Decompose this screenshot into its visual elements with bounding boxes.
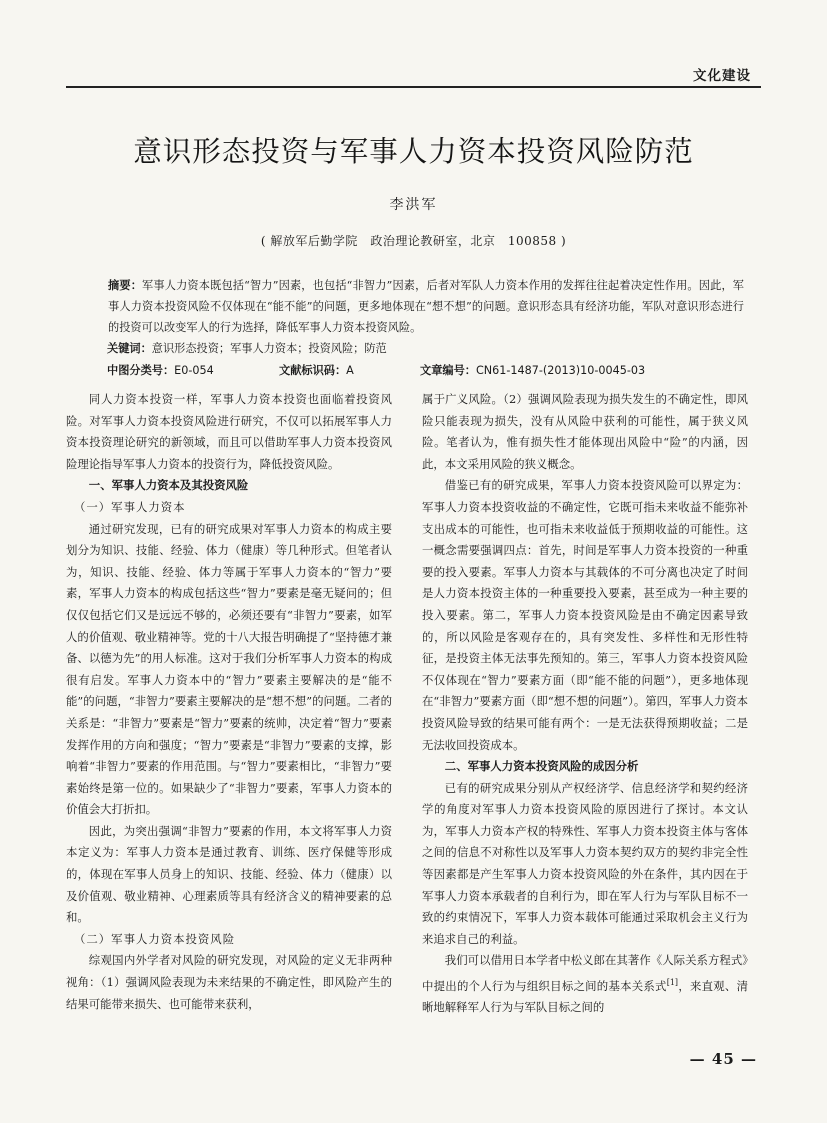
paragraph-text: 我们可以借用日本学者中松义郎在其著作《人际关系方程式》中提出的个人行为与组织目标之间的基本关系式 xyxy=(422,953,748,993)
doc-code-value: A xyxy=(346,364,354,377)
body-column-left xyxy=(66,389,392,1015)
keywords-text: 意识形态投资；军事人力资本；投资风险；防范 xyxy=(151,342,387,355)
paragraph: 综观国内外学者对风险的研究发现，对风险的定义无非两种视角：（1）强调风险表现为未来结果的不确定性，即风险产生的结果可能带来损失、也可能带来获利， xyxy=(66,953,392,1011)
clc-value: E0-054 xyxy=(174,364,214,377)
article-title: 意识形态投资与军事人力资本投资风险防范 xyxy=(133,135,694,168)
keywords-label: 关键词： xyxy=(107,342,152,355)
header-rule xyxy=(66,86,761,88)
author-name: 李洪军 xyxy=(389,197,438,213)
paragraph: 同人力资本投资一样，军事人力资本投资也面临着投资风险。对军事人力资本投资风险进行研究，不仅可以拓展军事人力资本投资理论研究的新领域，而且可以借助军事人力资本投资风险理论指导军事人力资本的投资行为，降低投资风险。 xyxy=(66,392,392,471)
abstract xyxy=(78,275,744,338)
abstract-text: 军事人力资本既包括“智力”因素，也包括“非智力”因素，后者对军队人力资本作用的发挥往往起着决定性作用。因此，军事人力资本投资风险不仅体现在“能不能”的问题，更多地体现在“想不想”的问题。意识形态具有经济功能，军队对意识形态进行的投资可以改变军人的行为选择，降低军事人力资本投资风险。 xyxy=(108,279,744,334)
paragraph xyxy=(422,950,748,1019)
section-label: 文化建设 xyxy=(693,68,751,84)
paragraph-text: ，来直观、清晰地解释军人行为与军队目标之间的 xyxy=(422,978,748,1015)
abstract-label: 摘要： xyxy=(108,279,143,292)
article-number-label: 文章编号： xyxy=(420,364,476,377)
subsection-heading: （一）军事人力资本 xyxy=(74,499,186,514)
citation-ref[interactable]: [1] xyxy=(666,978,679,988)
paragraph: 因此，为突出强调“非智力”要素的作用，本文将军事人力资本定义为：军事人力资本是通过教育、训练、医疗保健等形成的，体现在军事人员身上的知识、技能、经验、体力（健康）以及价值观、敬业精神、心理素质等具有经济含义的精神要素的总和。 xyxy=(66,823,392,925)
classification-line xyxy=(107,362,747,378)
article-number-value: CN61-1487-(2013)10-0045-03 xyxy=(475,364,646,377)
paragraph: 已有的研究成果分别从产权经济学、信息经济学和契约经济学的角度对军事人力资本投资风险的原因进行了探讨。本文认为，军事人力资本产权的特殊性、军事人力资本投资主体与客体之间的信息不对称性以及军事人力资本契约双方的契约非完全性等因素都是产生军事人力资本投资风险的外在条件，其内因在于军事人力资本承载者的自利行为，即在军人行为与军队目标不一致的约束情况下，军事人力资本载体可能通过采取机会主义行为来追求自己的利益。 xyxy=(422,780,748,946)
paragraph: 借鉴已有的研究成果，军事人力资本投资风险可以界定为：军事人力资本投资收益的不确定性，它既可指未来收益不能弥补支出成本的可能性，也可指未来收益低于预期收益的可能性。这一概念需要强调四点：首先，时间是军事人力资本投资的一种重要的投入要素。军事人力资本与其载体的不可分离也决定了时间是人力资本投资主体的一种重要投入要素，甚至成为一种主要的投入要素。第二，军事人力资本投资风险是由不确定因素导致的，所以风险是客观存在的，具有突发性、多样性和无形性特征，是投资主体无法事先预知的。第三，军事人力资本投资风险不仅体现在“智力”要素方面（即“能不能的问题”），更多地体现在“非智力”要素方面（即“想不想的问题”）。第四，军事人力资本投资风险导致的结果可能有两个：一是无法获得预期收益；二是无法收回投资成本。 xyxy=(422,478,748,752)
paragraph: 通过研究发现，已有的研究成果对军事人力资本的构成主要划分为知识、技能、经验、体力（健康）等几种形式。但笔者认为，知识、技能、经验、体力等属于军事人力资本的“智力”要素，军事人力资本的构成包括这些“智力”要素是毫无疑问的；但仅仅包括它们又是远远不够的，必须还要有“非智力”要素，如军人的价值观、敬业精神等。党的十八大报告明确提了“坚持德才兼备、以德为先”的用人标准。这对于我们分析军事人力资本的构成很有启发。军事人力资本中的“智力”要素主要解决的是“能不能”的问题，“非智力”要素主要解决的是“想不想”的问题。二者的关系是：“非智力”要素是“智力”要素的统帅，决定着“智力”要素发挥作用的方向和强度；“智力”要素是“非智力”要素的支撑，影响着“非智力”要素的作用范围。与“智力”要素相比，“非智力”要素始终是第一位的。如果缺少了“非智力”要素，军事人力资本的价值会大打折扣。 xyxy=(66,521,392,817)
subsection-heading: （二）军事人力资本投资风险 xyxy=(74,931,236,946)
section-heading: 二、军事人力资本投资风险的成因分析 xyxy=(444,759,639,774)
page-number: — 45 — xyxy=(689,1050,757,1068)
author-affiliation: ( 解放军后勤学院 政治理论教研室，北京 100858 ) xyxy=(260,234,567,248)
body-column-right xyxy=(422,389,748,1019)
keywords xyxy=(107,340,387,356)
paragraph: 属于广义风险。（2）强调风险表现为损失发生的不确定性，即风险只能表现为损失，没有从风险中获利的可能性，属于狭义风险。笔者认为，惟有损失性才能体现出风险中“险”的内涵，因此，本文采用风险的狭义概念。 xyxy=(422,392,748,471)
doc-code-label: 文献标识码： xyxy=(279,364,347,377)
section-heading: 一、军事人力资本及其投资风险 xyxy=(88,478,249,493)
clc-label: 中图分类号： xyxy=(107,364,175,377)
